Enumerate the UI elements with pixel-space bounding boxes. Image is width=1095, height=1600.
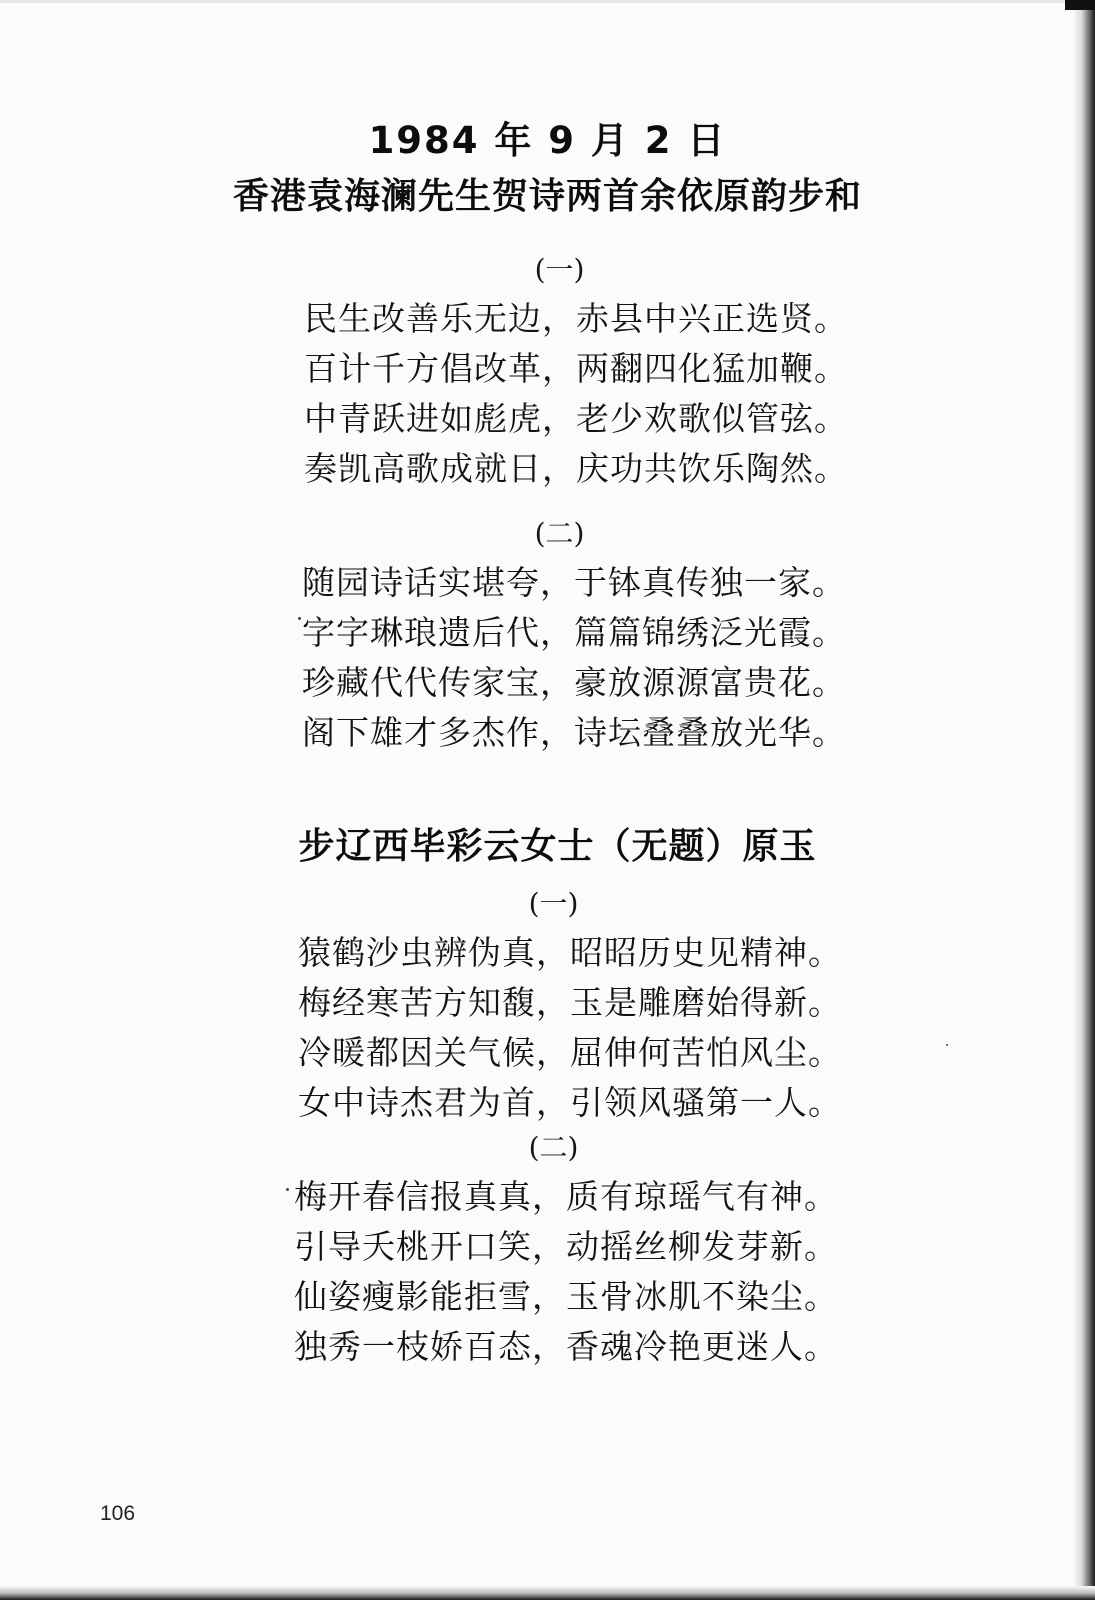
scan-speck [286,1188,289,1191]
poem-line: 独秀一枝娇百态，香魂冷艳更迷人。 [294,1327,838,1366]
poem-line: 仙姿瘦影能拒雪，玉骨冰肌不染尘。 [294,1277,838,1316]
scan-corner [1065,0,1095,10]
poem-line: 女中诗杰君为首，引领风骚第一人。 [298,1083,842,1122]
section2-part1-poem [298,928,842,1128]
scan-edge-right [1073,0,1095,1600]
poem-line: 冷暖都因关气候，屈伸何苦怕风尘。 [298,1033,842,1072]
poem-line: 奏凯高歌成就日，庆功共饮乐陶然。 [304,449,848,488]
date-heading: 1984 年 9 月 2 日 [368,119,727,162]
poem-line: 百计千方倡改革，两翻四化猛加鞭。 [304,349,848,388]
section1-part2-poem [302,558,846,758]
poem-line: 民生改善乐无边，赤县中兴正选贤。 [304,299,848,338]
section1-title: 香港袁海澜先生贺诗两首余依原韵步和 [232,176,862,217]
section2-part2-poem [294,1172,838,1372]
poem-line: 珍藏代代传家宝，豪放源源富贵花。 [302,663,846,702]
poem-line: 随园诗话实堪夸，于钵真传独一家。 [302,563,846,602]
poem-line: 阁下雄才多杰作，诗坛叠叠放光华。 [302,713,846,752]
scan-speck [298,617,301,620]
section2-part2-label: (二) [528,1131,579,1164]
section2-part1-label: (一) [528,887,579,920]
section2-title: 步辽西毕彩云女士（无题）原玉 [298,826,817,867]
scan-speck [946,1044,948,1046]
scan-edge-bottom [0,1586,1095,1600]
poem-line: 梅经寒苦方知馥，玉是雕磨始得新。 [298,983,842,1022]
scan-edge-top [0,0,1095,3]
section1-part1-label: (一) [534,253,585,286]
poem-line: 梅开春信报真真，质有琼瑶气有神。 [294,1177,838,1216]
poem-line: 中青跃进如彪虎，老少欢歌似管弦。 [304,399,848,438]
section1-part1-poem [304,294,848,494]
poem-line: 引导夭桃开口笑，动摇丝柳发芽新。 [294,1227,838,1266]
section1-part2-label: (二) [534,517,585,550]
poem-line: 猿鹤沙虫辨伪真，昭昭历史见精神。 [298,933,842,972]
poem-line: 字字琳琅遗后代，篇篇锦绣泛光霞。 [302,613,846,652]
page-number: 106 [100,1502,136,1525]
